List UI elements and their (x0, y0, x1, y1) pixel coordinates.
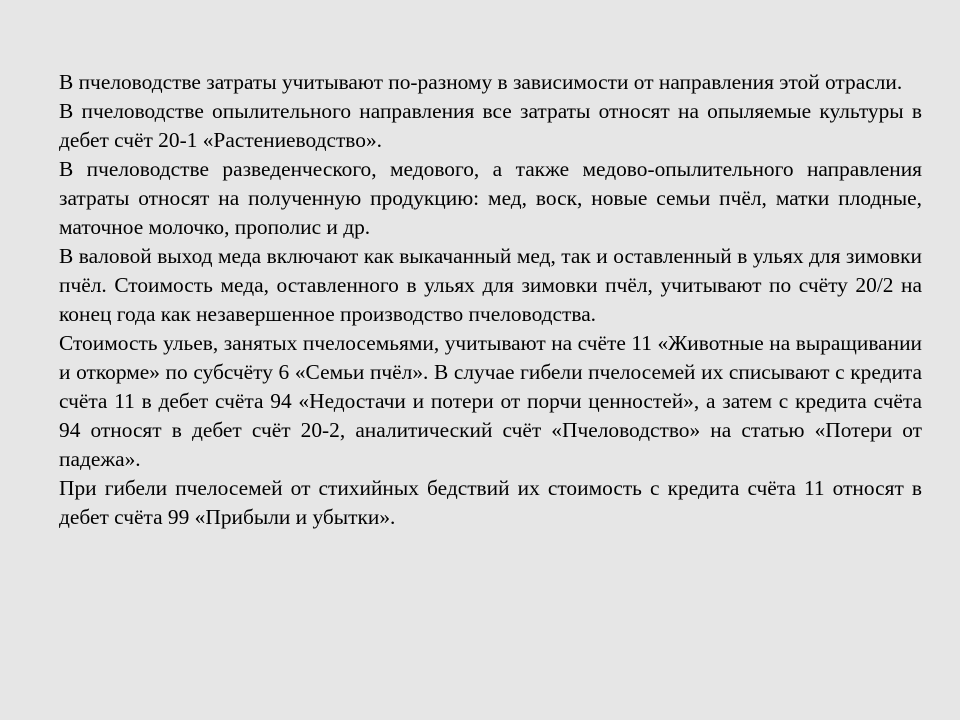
paragraph-5: Стоимость ульев, занятых пчелосемьями, учитывают на счёте 11 «Животные на выращивании и откорме» по субсчёту 6 «Семьи пчёл». В случае гибели пчелосемей их списывают с кредита счёта 11 в дебет счёта 94 «Недостачи и потери от порчи ценностей», а затем с кредита счёта 94 относят в дебет счёт 20-2, аналитический счёт «Пчеловодство» на статью «Потери от падежа». (59, 331, 922, 471)
body-text (59, 68, 922, 532)
paragraph-1: В пчеловодстве затраты учитывают по-разному в зависимости от направления этой отрасли. (59, 70, 903, 94)
paragraph-3: В пчеловодстве разведенческого, медового, а также медово-опылительного направления затраты относят на полученную продукцию: мед, воск, новые семьи пчёл, матки плодные, маточное молочко, прополис и др. (59, 157, 922, 239)
paragraph-2: В пчеловодстве опылительного направления все затраты относят на опыляемые культуры в дебет счёт 20-1 «Растениеводство». (59, 99, 922, 152)
paragraph-4: В валовой выход меда включают как выкачанный мед, так и оставленный в ульях для зимовки пчёл. Стоимость меда, оставленного в ульях для зимовки пчёл, учитывают по счёту 20/2 на конец года как незавершенное производство пчеловодства. (59, 244, 922, 326)
paragraph-6: При гибели пчелосемей от стихийных бедствий их стоимость с кредита счёта 11 относят в дебет счёта 99 «Прибыли и убытки». (59, 476, 922, 529)
